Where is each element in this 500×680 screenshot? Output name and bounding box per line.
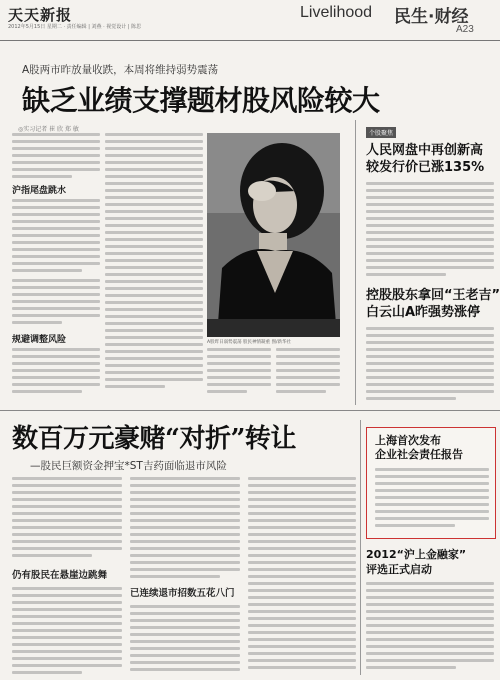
lead-body-col1b — [12, 348, 100, 398]
sidebar-story1-title-line1: 人民网盘中再创新高 — [366, 143, 484, 158]
section-title-zh: 民生·财经 — [394, 7, 469, 27]
lead-kicker: A股两市昨放量收跌，本周将维持弱势震荡 — [22, 64, 219, 76]
column-divider — [355, 120, 356, 405]
lead-byline: ◎实习记者 崔 欣 郑 敏 — [18, 126, 79, 133]
second-subhead: —股民巨额资金押宝*ST吉药面临退市风险 — [30, 460, 227, 472]
section-title-en: Livelihood — [300, 4, 373, 21]
lead-headline: 缺乏业绩支撑题材股风险较大 — [22, 84, 380, 117]
sidebar-story1-title-line2: 较发行价已涨135% — [366, 160, 485, 175]
section-heading: 仍有股民在悬崖边跳舞 — [12, 570, 108, 581]
photo-caption: A股昨日弱势震荡 股民神情凝重 图/新华社 — [207, 340, 291, 345]
bottom-right-title-line2: 评选正式启动 — [366, 563, 432, 576]
second-body-col1 — [12, 477, 122, 677]
woman-photo-illustration — [207, 133, 340, 337]
lead-body-col2 — [105, 133, 203, 398]
section-heading: 规避调整风险 — [12, 335, 67, 345]
second-body-col2 — [130, 477, 240, 677]
second-body-col3 — [248, 477, 356, 677]
section-heading: 沪指尾盘跳水 — [12, 186, 67, 196]
sidebar-story2-title-line2: 白云山A昨强势涨停 — [366, 305, 481, 320]
lead-body-col1 — [12, 133, 100, 333]
bottom-right-title-line1: 2012“沪上金融家” — [366, 548, 467, 561]
column-divider — [360, 420, 361, 675]
boxed-title-line2: 企业社会责任报告 — [375, 448, 463, 461]
newspaper-logo: 天天新报 — [8, 6, 73, 24]
masthead-rule — [0, 40, 500, 41]
issue-meta: 2012年5月15日 星期二 · 责任编辑 | 刘燕 · 视觉设计 | 陈思 — [8, 24, 142, 30]
bottom-right-body — [366, 582, 494, 677]
lead-photo — [207, 133, 340, 337]
section-heading: 已连续退市招数五花八门 — [130, 588, 235, 599]
sidebar-story2-title-line1: 控股股东拿回“王老吉” — [366, 288, 500, 303]
lead-body-col3 — [207, 348, 340, 398]
section-rule — [0, 410, 500, 411]
second-headline: 数百万元豪赌“对折”转让 — [12, 424, 296, 454]
page-number: A23 — [456, 24, 474, 35]
sidebar-story2-body — [366, 327, 494, 407]
boxed-title-line1: 上海首次发布 — [375, 434, 441, 447]
sidebar-tag: 个股聚焦 — [366, 127, 396, 138]
sidebar-story1-body — [366, 182, 494, 287]
boxed-story — [366, 427, 496, 539]
